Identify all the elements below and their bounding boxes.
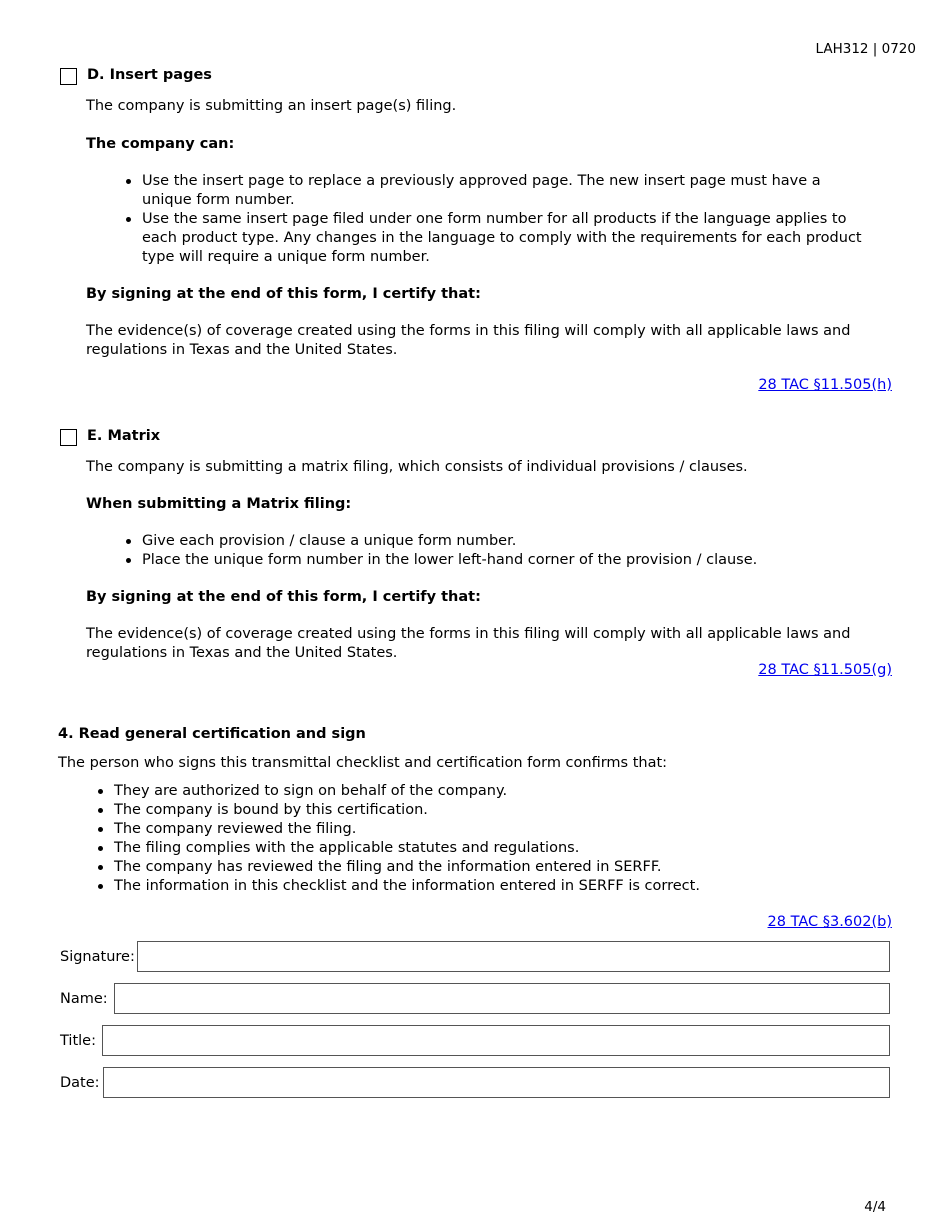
list-item: The company is bound by this certification.	[96, 801, 876, 820]
list-item: The company reviewed the filing.	[96, 820, 876, 839]
section-4-reference-link[interactable]: 28 TAC §3.602(b)	[767, 914, 892, 930]
section-e-reference-link[interactable]: 28 TAC §11.505(g)	[758, 662, 892, 678]
section-e-bullets	[124, 532, 874, 570]
section-e-certify-text: The evidence(s) of coverage created using the forms in this filing will comply with all applicable laws and regulations in Texas and the United States.	[86, 626, 851, 661]
signature-field[interactable]	[137, 941, 890, 972]
signature-label: Signature:	[60, 949, 135, 965]
section-e-title: E. Matrix	[87, 428, 161, 444]
form-id: LAH312 | 0720	[815, 41, 916, 57]
section-d-certify-heading: By signing at the end of this form, I certify that:	[86, 286, 481, 302]
list-item: The filing complies with the applicable statutes and regulations.	[96, 839, 876, 858]
section-e-intro: The company is submitting a matrix filing, which consists of individual provisions / clauses.	[86, 459, 748, 475]
title-label: Title:	[60, 1033, 96, 1049]
list-item: They are authorized to sign on behalf of the company.	[96, 782, 876, 801]
section-d-title: D. Insert pages	[87, 67, 212, 83]
list-item: Give each provision / clause a unique form number.	[124, 532, 874, 551]
section-e-certify-heading: By signing at the end of this form, I certify that:	[86, 589, 481, 605]
list-item: Place the unique form number in the lower left-hand corner of the provision / clause.	[124, 551, 874, 570]
section-d-intro: The company is submitting an insert page(s) filing.	[86, 98, 457, 114]
list-item: Use the same insert page filed under one form number for all products if the language applies to each product type. Any changes in the language to comply with the requirements for each product type will require a unique form number.	[124, 210, 874, 267]
list-item: The information in this checklist and the information entered in SERFF is correct.	[96, 877, 876, 896]
list-item: The company has reviewed the filing and the information entered in SERFF.	[96, 858, 876, 877]
title-field[interactable]	[102, 1025, 890, 1056]
section-d-bullets	[124, 172, 874, 267]
section-d-certify-text: The evidence(s) of coverage created using the forms in this filing will comply with all applicable laws and regulations in Texas and the United States.	[86, 323, 851, 358]
section-4-bullets	[96, 782, 876, 896]
insert-pages-checkbox[interactable]	[60, 68, 77, 85]
date-field[interactable]	[103, 1067, 890, 1098]
section-e-when-heading: When submitting a Matrix filing:	[86, 496, 352, 512]
list-item: Use the insert page to replace a previously approved page. The new insert page must have a unique form number.	[124, 172, 874, 210]
name-field[interactable]	[114, 983, 890, 1014]
name-label: Name:	[60, 991, 108, 1007]
date-label: Date:	[60, 1075, 100, 1091]
section-4-title: 4. Read general certification and sign	[58, 726, 366, 742]
matrix-checkbox[interactable]	[60, 429, 77, 446]
page-number: 4/4	[864, 1199, 886, 1215]
section-d-can-heading: The company can:	[86, 136, 235, 152]
section-4-intro: The person who signs this transmittal checklist and certification form confirms that:	[58, 755, 668, 771]
section-d-reference-link[interactable]: 28 TAC §11.505(h)	[758, 377, 892, 393]
